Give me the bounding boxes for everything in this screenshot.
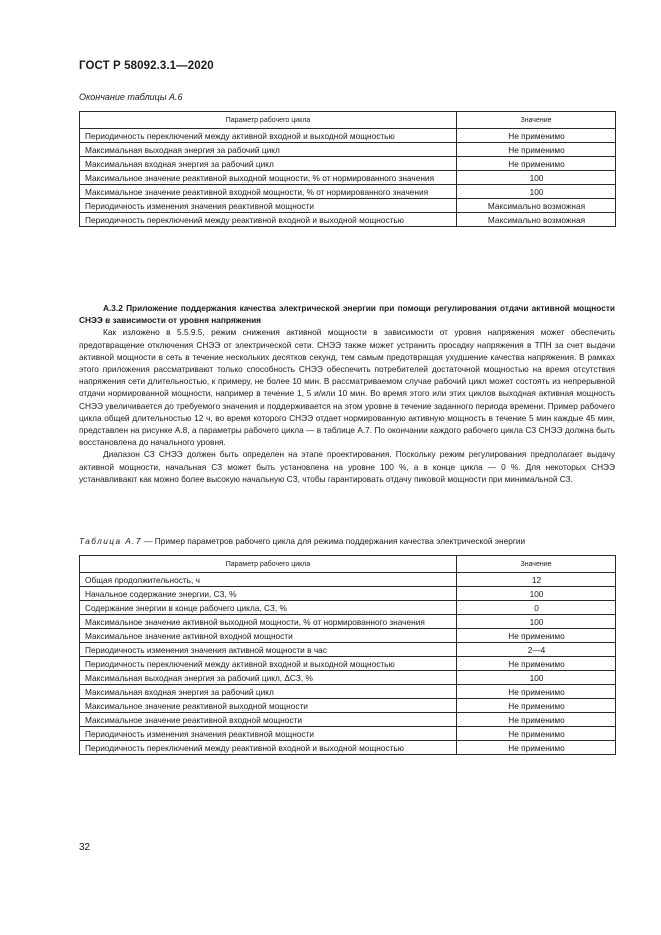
value-cell: Не применимо: [457, 657, 616, 671]
parameter-cell: Максимальное значение реактивной выходной мощности, % от нормированного значения: [80, 171, 457, 185]
table-row: [80, 171, 616, 185]
table-row: [80, 573, 616, 587]
column-header-value: Значение: [457, 112, 616, 129]
column-header-parameter: Параметр рабочего цикла: [80, 556, 457, 573]
table-row: [80, 685, 616, 699]
parameter-cell: Периодичность переключений между активной входной и выходной мощностью: [80, 657, 457, 671]
table-row: [80, 615, 616, 629]
value-cell: Максимально возможная: [457, 213, 616, 227]
parameter-cell: Максимальное значение реактивной входной мощности: [80, 713, 457, 727]
parameter-cell: Максимальная выходная энергия за рабочий цикл, ΔСЗ, %: [80, 671, 457, 685]
parameter-cell: Начальное содержание энергии, СЗ, %: [80, 587, 457, 601]
table-row: [80, 199, 616, 213]
parameter-cell: Максимальная входная энергия за рабочий цикл: [80, 157, 457, 171]
parameter-cell: Периодичность изменения значения активной мощности в час: [80, 643, 457, 657]
parameter-cell: Максимальное значение активной входной мощности: [80, 629, 457, 643]
column-header-parameter: Параметр рабочего цикла: [80, 112, 457, 129]
table-row: [80, 643, 616, 657]
value-cell: Не применимо: [457, 157, 616, 171]
parameter-cell: Общая продолжительность, ч: [80, 573, 457, 587]
value-cell: Не применимо: [457, 713, 616, 727]
parameter-cell: Содержание энергии в конце рабочего цикла, СЗ, %: [80, 601, 457, 615]
value-cell: Не применимо: [457, 685, 616, 699]
value-cell: Не применимо: [457, 727, 616, 741]
table-row: [80, 741, 616, 755]
parameters-table-a7: [79, 555, 616, 755]
table-caption-label: Таблица А.7: [79, 536, 142, 546]
value-cell: Не применимо: [457, 129, 616, 143]
table-row: [80, 671, 616, 685]
table-row: [80, 143, 616, 157]
value-cell: Максимально возможная: [457, 199, 616, 213]
parameter-cell: Максимальное значение активной выходной мощности, % от нормированного значения: [80, 615, 457, 629]
table-row: [80, 213, 616, 227]
column-header-value: Значение: [457, 556, 616, 573]
table-row: [80, 629, 616, 643]
parameters-table-a6: [79, 111, 616, 227]
value-cell: 0: [457, 601, 616, 615]
parameter-cell: Периодичность переключений между реактивной входной и выходной мощностью: [80, 213, 457, 227]
section-heading: А.3.2 Приложение поддержания качества электрической энергии при помощи регулирования отдачи активной мощности СНЭЭ в зависимости от уровня напряжения: [79, 303, 615, 326]
table-row: [80, 157, 616, 171]
value-cell: Не применимо: [457, 741, 616, 755]
table-row: [80, 727, 616, 741]
value-cell: 100: [457, 615, 616, 629]
table-row: [80, 129, 616, 143]
parameter-cell: Периодичность переключений между реактивной входной и выходной мощностью: [80, 741, 457, 755]
table-header-row: [80, 556, 616, 573]
table-caption-text: — Пример параметров рабочего цикла для режима поддержания качества электрической энергии: [141, 536, 526, 546]
table-row: [80, 601, 616, 615]
value-cell: 100: [457, 171, 616, 185]
standard-header: ГОСТ Р 58092.3.1—2020: [79, 60, 214, 72]
value-cell: 2—4: [457, 643, 616, 657]
value-cell: Не применимо: [457, 629, 616, 643]
body-paragraph: Диапазон СЗ СНЭЭ должен быть определен на этапе проектирования. Поскольку режим регулирования предполагает выдачу активной мощности, начальная СЗ может быть установлена на уровне 100 %, а в конце цикла — 0 %. Для некоторых СНЭЭ устанавливают как можно более высокую начальную СЗ, чтобы гарантировать отдачу пиковой мощности при минимальной СЗ.: [79, 449, 615, 484]
value-cell: 100: [457, 671, 616, 685]
table-continuation-caption: Окончание таблицы А.6: [79, 92, 183, 102]
table-a7-caption: [79, 536, 525, 546]
table-row: [80, 699, 616, 713]
parameter-cell: Периодичность изменения значения реактивной мощности: [80, 727, 457, 741]
parameter-cell: Максимальная входная энергия за рабочий цикл: [80, 685, 457, 699]
value-cell: 12: [457, 573, 616, 587]
value-cell: Не применимо: [457, 699, 616, 713]
parameter-cell: Периодичность переключений между активной входной и выходной мощностью: [80, 129, 457, 143]
table-row: [80, 713, 616, 727]
value-cell: 100: [457, 587, 616, 601]
table-header-row: [80, 112, 616, 129]
table-row: [80, 587, 616, 601]
table-row: [80, 657, 616, 671]
parameter-cell: Максимальное значение реактивной входной мощности, % от нормированного значения: [80, 185, 457, 199]
value-cell: Не применимо: [457, 143, 616, 157]
parameter-cell: Максимальная выходная энергия за рабочий цикл: [80, 143, 457, 157]
page-number: 32: [79, 842, 91, 853]
value-cell: 100: [457, 185, 616, 199]
section-a32: [79, 302, 615, 485]
body-paragraph: Как изложено в 5.5.9.5, режим снижения активной мощности в зависимости от уровня напряжения может обеспечить предотвращение отключения СНЭЭ от электрической сети. СНЭЭ также может устранить просадку напряжения в ТПН за счет выдачи активной мощности в сеть в течение нескольких десятков секунд, тем самым предотвращая ухудшение качества напряжения. В рамках этого приложения рассматривают только способность СНЭЭ обеспечить потребителей достаточной мощностью на время отсутствия напряжения сети длительностью, к примеру, не более 10 мин. В рассматриваемом случае рабочий цикл может состоять из непрерывной отдачи нормированной мощности, например в течение 1, 5 и/или 10 мин. Во время этого или этих циклов выходная активная мощность СНЭЭ увеличивается до требуемого значения и поддерживается на этом уровне в течение заданного периода времени. Пример рабочего цикла общей длительностью 12 ч, во время которого СНЭЭ отдает нормированную активную мощность в течение 5 мин каждые 45 мин, представлен на рисунке А.8, а параметры рабочего цикла — в таблице А.7. По окончании каждого рабочего цикла СЗ СНЭЭ должна быть восстановлена до начального уровня.: [79, 327, 615, 448]
parameter-cell: Максимальное значение реактивной выходной мощности: [80, 699, 457, 713]
table-row: [80, 185, 616, 199]
parameter-cell: Периодичность изменения значения реактивной мощности: [80, 199, 457, 213]
